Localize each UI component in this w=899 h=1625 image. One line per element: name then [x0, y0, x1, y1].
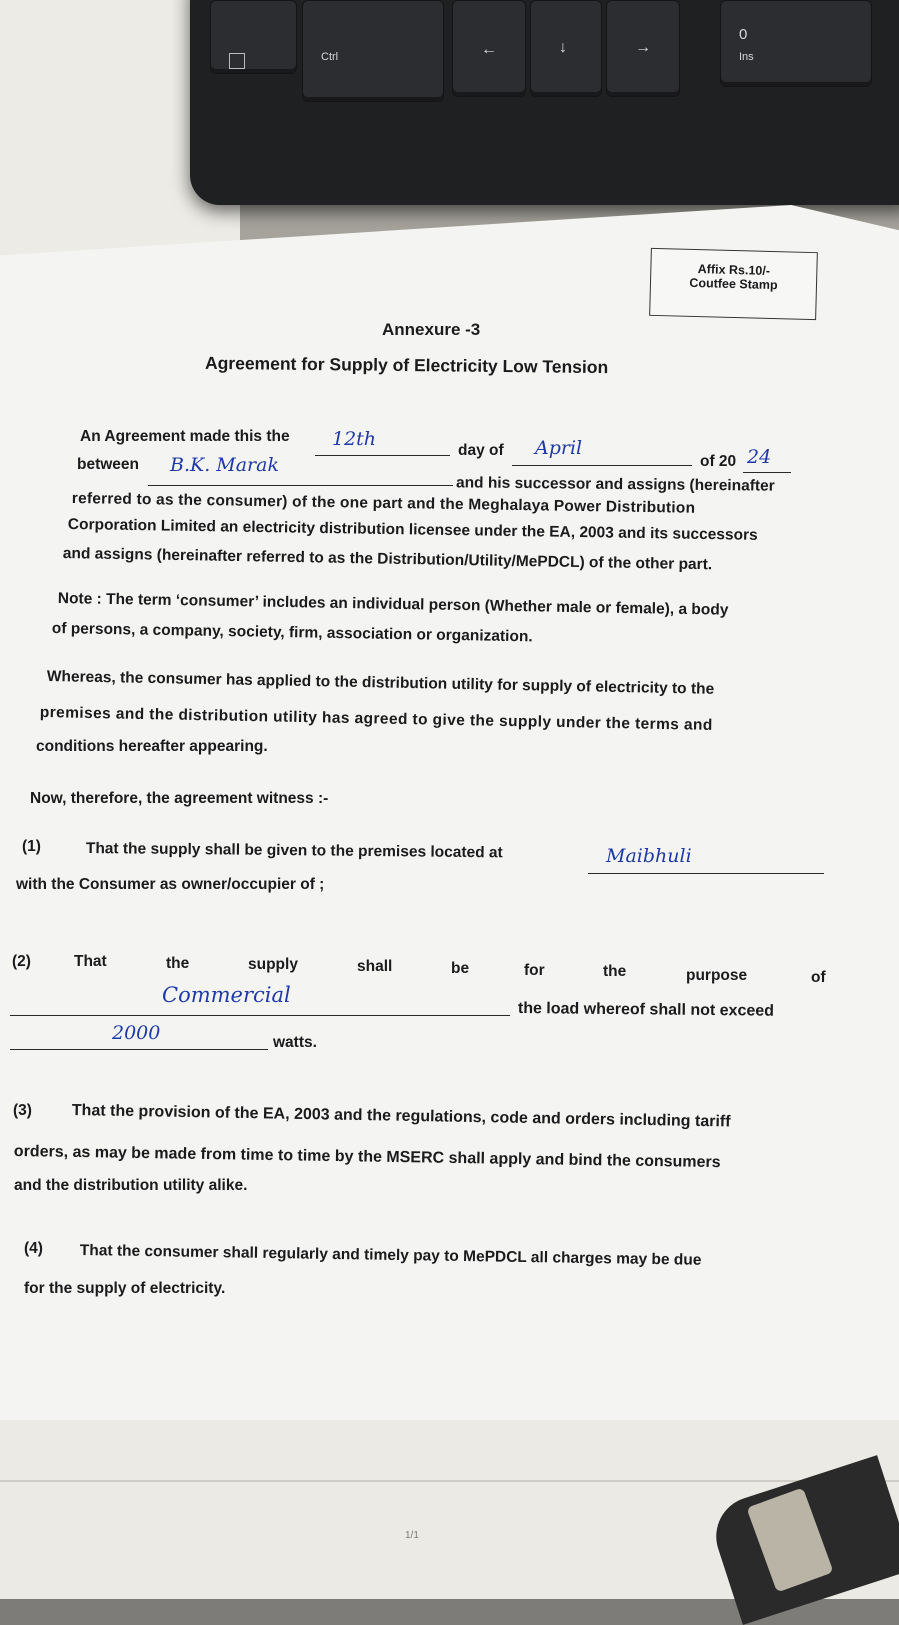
- clause-2-text-b: the load whereof shall not exceed: [517, 1000, 775, 1020]
- load-handwritten: 2000: [112, 1022, 161, 1044]
- note-line-2: of persons, a company, society, firm, association or organization.: [51, 620, 533, 646]
- clause-2-word-1: That: [74, 953, 107, 970]
- year-blank: [743, 472, 791, 473]
- clause-2-word-3: supply: [248, 956, 298, 973]
- clause-3-line-3: and the distribution utility alike.: [14, 1177, 248, 1194]
- day-blank: [315, 455, 450, 456]
- clause-2-word-6: for: [524, 962, 545, 979]
- agreement-line-4: Corporation Limited an electricity distribution licensee under the EA, 2003 and its successors: [67, 516, 758, 544]
- month-blank: [512, 465, 692, 466]
- consumer-name-handwritten: B.K. Marak: [170, 454, 279, 476]
- clause-1-text: That the supply shall be given to the premises located at: [85, 840, 503, 862]
- whereas-line-1: Whereas, the consumer has applied to the distribution utility for supply of electricity to the: [46, 668, 715, 698]
- agreement-line-1c: of 20: [700, 453, 737, 470]
- purpose-handwritten: Commercial: [162, 983, 291, 1007]
- left-arrow-icon: ←: [481, 41, 497, 58]
- day-handwritten: 12th: [332, 428, 377, 450]
- agreement-line-1a: An Agreement made this the: [80, 428, 290, 445]
- down-arrow-icon: ↓: [559, 39, 567, 56]
- witness-line: Now, therefore, the agreement witness :-: [30, 790, 329, 807]
- load-blank: [10, 1049, 268, 1050]
- stamp-box: [649, 248, 818, 320]
- clause-2-word-4: shall: [357, 958, 393, 975]
- right-arrow-icon: →: [635, 39, 651, 56]
- month-handwritten: April: [535, 437, 583, 459]
- agreement-line-2b: and his successor and assigns (hereinafter: [455, 474, 775, 495]
- note-line-1: Note : The term ‘consumer’ includes an individual person (Whether male or female), a body: [57, 590, 729, 619]
- location-blank: [588, 873, 824, 874]
- clause-2-word-5: be: [451, 960, 470, 977]
- clause-2-word-7: the: [603, 963, 627, 980]
- consumer-name-blank: [148, 485, 453, 486]
- clause-2-number: (2): [12, 953, 31, 970]
- stamp-line-2: Coutfee Stamp: [689, 275, 778, 293]
- clause-1-line-2: with the Consumer as owner/occupier of ;: [16, 876, 325, 893]
- clause-2-watts: watts.: [273, 1034, 317, 1051]
- purpose-blank: [10, 1015, 510, 1016]
- agreement-between: between: [77, 456, 140, 473]
- stamp-line-1: Affix Rs.10/-: [697, 262, 771, 278]
- clause-2-word-2: the: [166, 955, 190, 972]
- whereas-line-3: conditions hereafter appearing.: [36, 738, 268, 755]
- zero-key-label: 0: [739, 26, 748, 43]
- clause-2-word-8: purpose: [686, 967, 748, 984]
- agreement-line-5: and assigns (hereinafter referred to as the Distribution/Utility/MePDCL) of the other part.: [62, 545, 713, 574]
- agreement-line-3: referred to as the consumer) of the one part and the Meghalaya Power Distribution: [71, 490, 696, 517]
- clause-3-number: (3): [13, 1102, 32, 1119]
- page-number: 1/1: [405, 1530, 419, 1541]
- clause-4-line-1: That the consumer shall regularly and timely pay to MePDCL all charges may be due: [79, 1242, 702, 1269]
- ctrl-key-label: Ctrl: [321, 51, 339, 63]
- document-subtitle: Agreement for Supply of Electricity Low Tension: [204, 352, 609, 378]
- clause-3-line-1: That the provision of the EA, 2003 and the regulations, code and orders including tariff: [71, 1102, 731, 1131]
- year-handwritten: 24: [747, 446, 772, 468]
- document-title: Annexure -3: [382, 320, 481, 339]
- agreement-line-1b: day of: [458, 442, 504, 459]
- clause-1-number: (1): [22, 838, 41, 855]
- clause-2-word-9: of: [811, 969, 826, 986]
- clause-4-line-2: for the supply of electricity.: [24, 1280, 226, 1297]
- whereas-line-2: premises and the distribution utility has agreed to give the supply under the terms and: [39, 704, 713, 734]
- clause-4-number: (4): [24, 1240, 43, 1257]
- ins-key-label: Ins: [739, 51, 754, 63]
- location-handwritten: Maibhuli: [606, 845, 692, 867]
- clause-3-line-2: orders, as may be made from time to time by the MSERC shall apply and bind the consumers: [13, 1143, 721, 1172]
